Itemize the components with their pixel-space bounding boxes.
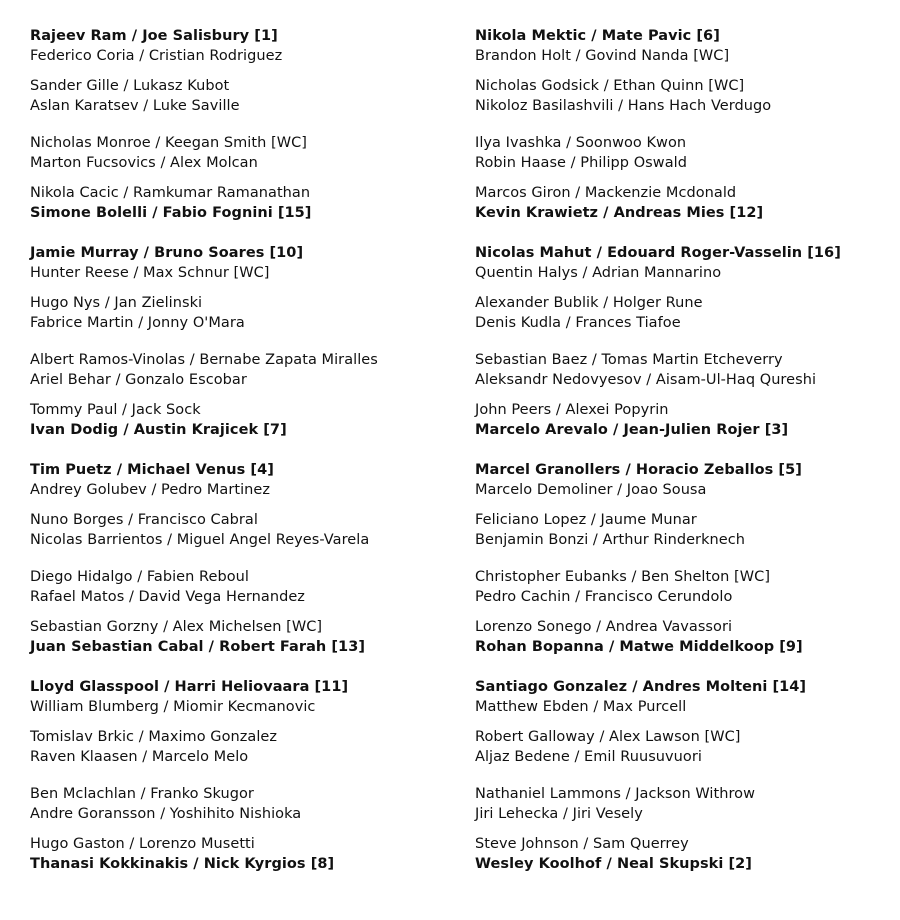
match-pair: [30, 243, 450, 283]
match-pair: [475, 784, 895, 824]
team-name: Nicholas Monroe / Keegan Smith [WC]: [30, 135, 307, 151]
match-pair: [475, 460, 895, 500]
team-name: Sander Gille / Lukasz Kubot: [30, 78, 230, 94]
draw-half: [475, 784, 895, 874]
draw-section: [30, 677, 450, 874]
draw-half: [475, 243, 895, 333]
seeded-team-name: Ivan Dodig / Austin Krajicek [7]: [30, 422, 287, 438]
match-pair: [475, 617, 895, 657]
team-name: Hunter Reese / Max Schnur [WC]: [30, 265, 270, 281]
team-name: Alexander Bublik / Holger Rune: [475, 295, 703, 311]
team-name: Federico Coria / Cristian Rodriguez: [30, 48, 283, 64]
draw-column-left: [30, 26, 450, 874]
draw-half: [30, 784, 450, 874]
team-name: John Peers / Alexei Popyrin: [475, 402, 669, 418]
seeded-team-name: Jamie Murray / Bruno Soares [10]: [30, 245, 304, 261]
draw-half: [30, 133, 450, 223]
team-name: Denis Kudla / Frances Tiafoe: [475, 315, 681, 331]
match-pair: [475, 834, 895, 874]
seeded-team-name: Santiago Gonzalez / Andres Molteni [14]: [475, 679, 807, 695]
team-name: Matthew Ebden / Max Purcell: [475, 699, 687, 715]
seeded-team-name: Tim Puetz / Michael Venus [4]: [30, 462, 274, 478]
team-name: Tommy Paul / Jack Sock: [30, 402, 201, 418]
draw-column-right: [475, 26, 895, 874]
draw-section: [475, 26, 895, 223]
match-pair: [475, 677, 895, 717]
match-pair: [475, 26, 895, 66]
team-name: Diego Hidalgo / Fabien Reboul: [30, 569, 249, 585]
team-name: Aleksandr Nedovyesov / Aisam-Ul-Haq Qureshi: [475, 372, 817, 388]
seeded-team-name: Marcel Granollers / Horacio Zeballos [5]: [475, 462, 802, 478]
team-name: Rafael Matos / David Vega Hernandez: [30, 589, 305, 605]
draw-half: [475, 677, 895, 767]
draw-section: [30, 26, 450, 223]
draw-half: [475, 460, 895, 550]
match-pair: [30, 567, 450, 607]
team-name: Raven Klaasen / Marcelo Melo: [30, 749, 249, 765]
team-name: Sebastian Gorzny / Alex Michelsen [WC]: [30, 619, 323, 635]
match-pair: [475, 133, 895, 173]
draw-section: [30, 243, 450, 440]
draw-section: [30, 460, 450, 657]
seeded-team-name: Nicolas Mahut / Edouard Roger-Vasselin [16]: [475, 245, 841, 261]
team-name: Jiri Lehecka / Jiri Vesely: [475, 806, 643, 822]
match-pair: [475, 76, 895, 116]
draw-half: [30, 567, 450, 657]
team-name: Feliciano Lopez / Jaume Munar: [475, 512, 697, 528]
seeded-team-name: Marcelo Arevalo / Jean-Julien Rojer [3]: [475, 422, 789, 438]
team-name: Aslan Karatsev / Luke Saville: [30, 98, 240, 114]
team-name: Andre Goransson / Yoshihito Nishioka: [30, 806, 302, 822]
team-name: Robin Haase / Philipp Oswald: [475, 155, 687, 171]
team-name: Brandon Holt / Govind Nanda [WC]: [475, 48, 730, 64]
team-name: Marton Fucsovics / Alex Molcan: [30, 155, 258, 171]
match-pair: [475, 567, 895, 607]
team-name: Nikoloz Basilashvili / Hans Hach Verdugo: [475, 98, 772, 114]
draw-half: [475, 567, 895, 657]
team-name: Nicolas Barrientos / Miguel Angel Reyes-Varela: [30, 532, 370, 548]
draw-half: [30, 350, 450, 440]
seeded-team-name: Wesley Koolhof / Neal Skupski [2]: [475, 856, 752, 872]
match-pair: [475, 350, 895, 390]
team-name: Ilya Ivashka / Soonwoo Kwon: [475, 135, 687, 151]
team-name: Benjamin Bonzi / Arthur Rinderknech: [475, 532, 745, 548]
draw-half: [30, 26, 450, 116]
team-name: William Blumberg / Miomir Kecmanovic: [30, 699, 316, 715]
match-pair: [30, 293, 450, 333]
draw-section: [475, 460, 895, 657]
draw-half: [30, 677, 450, 767]
team-name: Pedro Cachin / Francisco Cerundolo: [475, 589, 733, 605]
team-name: Nuno Borges / Francisco Cabral: [30, 512, 258, 528]
match-pair: [475, 293, 895, 333]
match-pair: [30, 834, 450, 874]
team-name: Sebastian Baez / Tomas Martin Etcheverry: [475, 352, 783, 368]
match-pair: [475, 400, 895, 440]
team-name: Robert Galloway / Alex Lawson [WC]: [475, 729, 741, 745]
seeded-team-name: Lloyd Glasspool / Harri Heliovaara [11]: [30, 679, 349, 695]
draw-half: [475, 350, 895, 440]
seeded-team-name: Rajeev Ram / Joe Salisbury [1]: [30, 28, 278, 44]
match-pair: [475, 243, 895, 283]
team-name: Quentin Halys / Adrian Mannarino: [475, 265, 722, 281]
team-name: Ben Mclachlan / Franko Skugor: [30, 786, 254, 802]
team-name: Tomislav Brkic / Maximo Gonzalez: [30, 729, 278, 745]
team-name: Christopher Eubanks / Ben Shelton [WC]: [475, 569, 771, 585]
draw-half: [475, 133, 895, 223]
match-pair: [475, 727, 895, 767]
team-name: Nikola Cacic / Ramkumar Ramanathan: [30, 185, 311, 201]
team-name: Nathaniel Lammons / Jackson Withrow: [475, 786, 756, 802]
seeded-team-name: Thanasi Kokkinakis / Nick Kyrgios [8]: [30, 856, 335, 872]
draw-section: [475, 677, 895, 874]
match-pair: [30, 784, 450, 824]
seeded-team-name: Rohan Bopanna / Matwe Middelkoop [9]: [475, 639, 803, 655]
seeded-team-name: Juan Sebastian Cabal / Robert Farah [13]: [30, 639, 366, 655]
match-pair: [30, 460, 450, 500]
draw-section: [475, 243, 895, 440]
draw-half: [475, 26, 895, 116]
team-name: Andrey Golubev / Pedro Martinez: [30, 482, 271, 498]
match-pair: [475, 183, 895, 223]
seeded-team-name: Nikola Mektic / Mate Pavic [6]: [475, 28, 720, 44]
match-pair: [30, 677, 450, 717]
match-pair: [30, 617, 450, 657]
team-name: Marcos Giron / Mackenzie Mcdonald: [475, 185, 737, 201]
draw-half: [30, 460, 450, 550]
team-name: Ariel Behar / Gonzalo Escobar: [30, 372, 247, 388]
seeded-team-name: Simone Bolelli / Fabio Fognini [15]: [30, 205, 312, 221]
team-name: Nicholas Godsick / Ethan Quinn [WC]: [475, 78, 745, 94]
match-pair: [30, 26, 450, 66]
match-pair: [30, 727, 450, 767]
match-pair: [30, 133, 450, 173]
team-name: Albert Ramos-Vinolas / Bernabe Zapata Miralles: [30, 352, 378, 368]
team-name: Hugo Gaston / Lorenzo Musetti: [30, 836, 255, 852]
match-pair: [475, 510, 895, 550]
match-pair: [30, 76, 450, 116]
seeded-team-name: Kevin Krawietz / Andreas Mies [12]: [475, 205, 764, 221]
match-pair: [30, 183, 450, 223]
draw-half: [30, 243, 450, 333]
match-pair: [30, 510, 450, 550]
match-pair: [30, 400, 450, 440]
team-name: Fabrice Martin / Jonny O'Mara: [30, 315, 245, 331]
match-pair: [30, 350, 450, 390]
team-name: Marcelo Demoliner / Joao Sousa: [475, 482, 707, 498]
team-name: Lorenzo Sonego / Andrea Vavassori: [475, 619, 733, 635]
team-name: Aljaz Bedene / Emil Ruusuvuori: [475, 749, 702, 765]
team-name: Steve Johnson / Sam Querrey: [475, 836, 689, 852]
team-name: Hugo Nys / Jan Zielinski: [30, 295, 203, 311]
